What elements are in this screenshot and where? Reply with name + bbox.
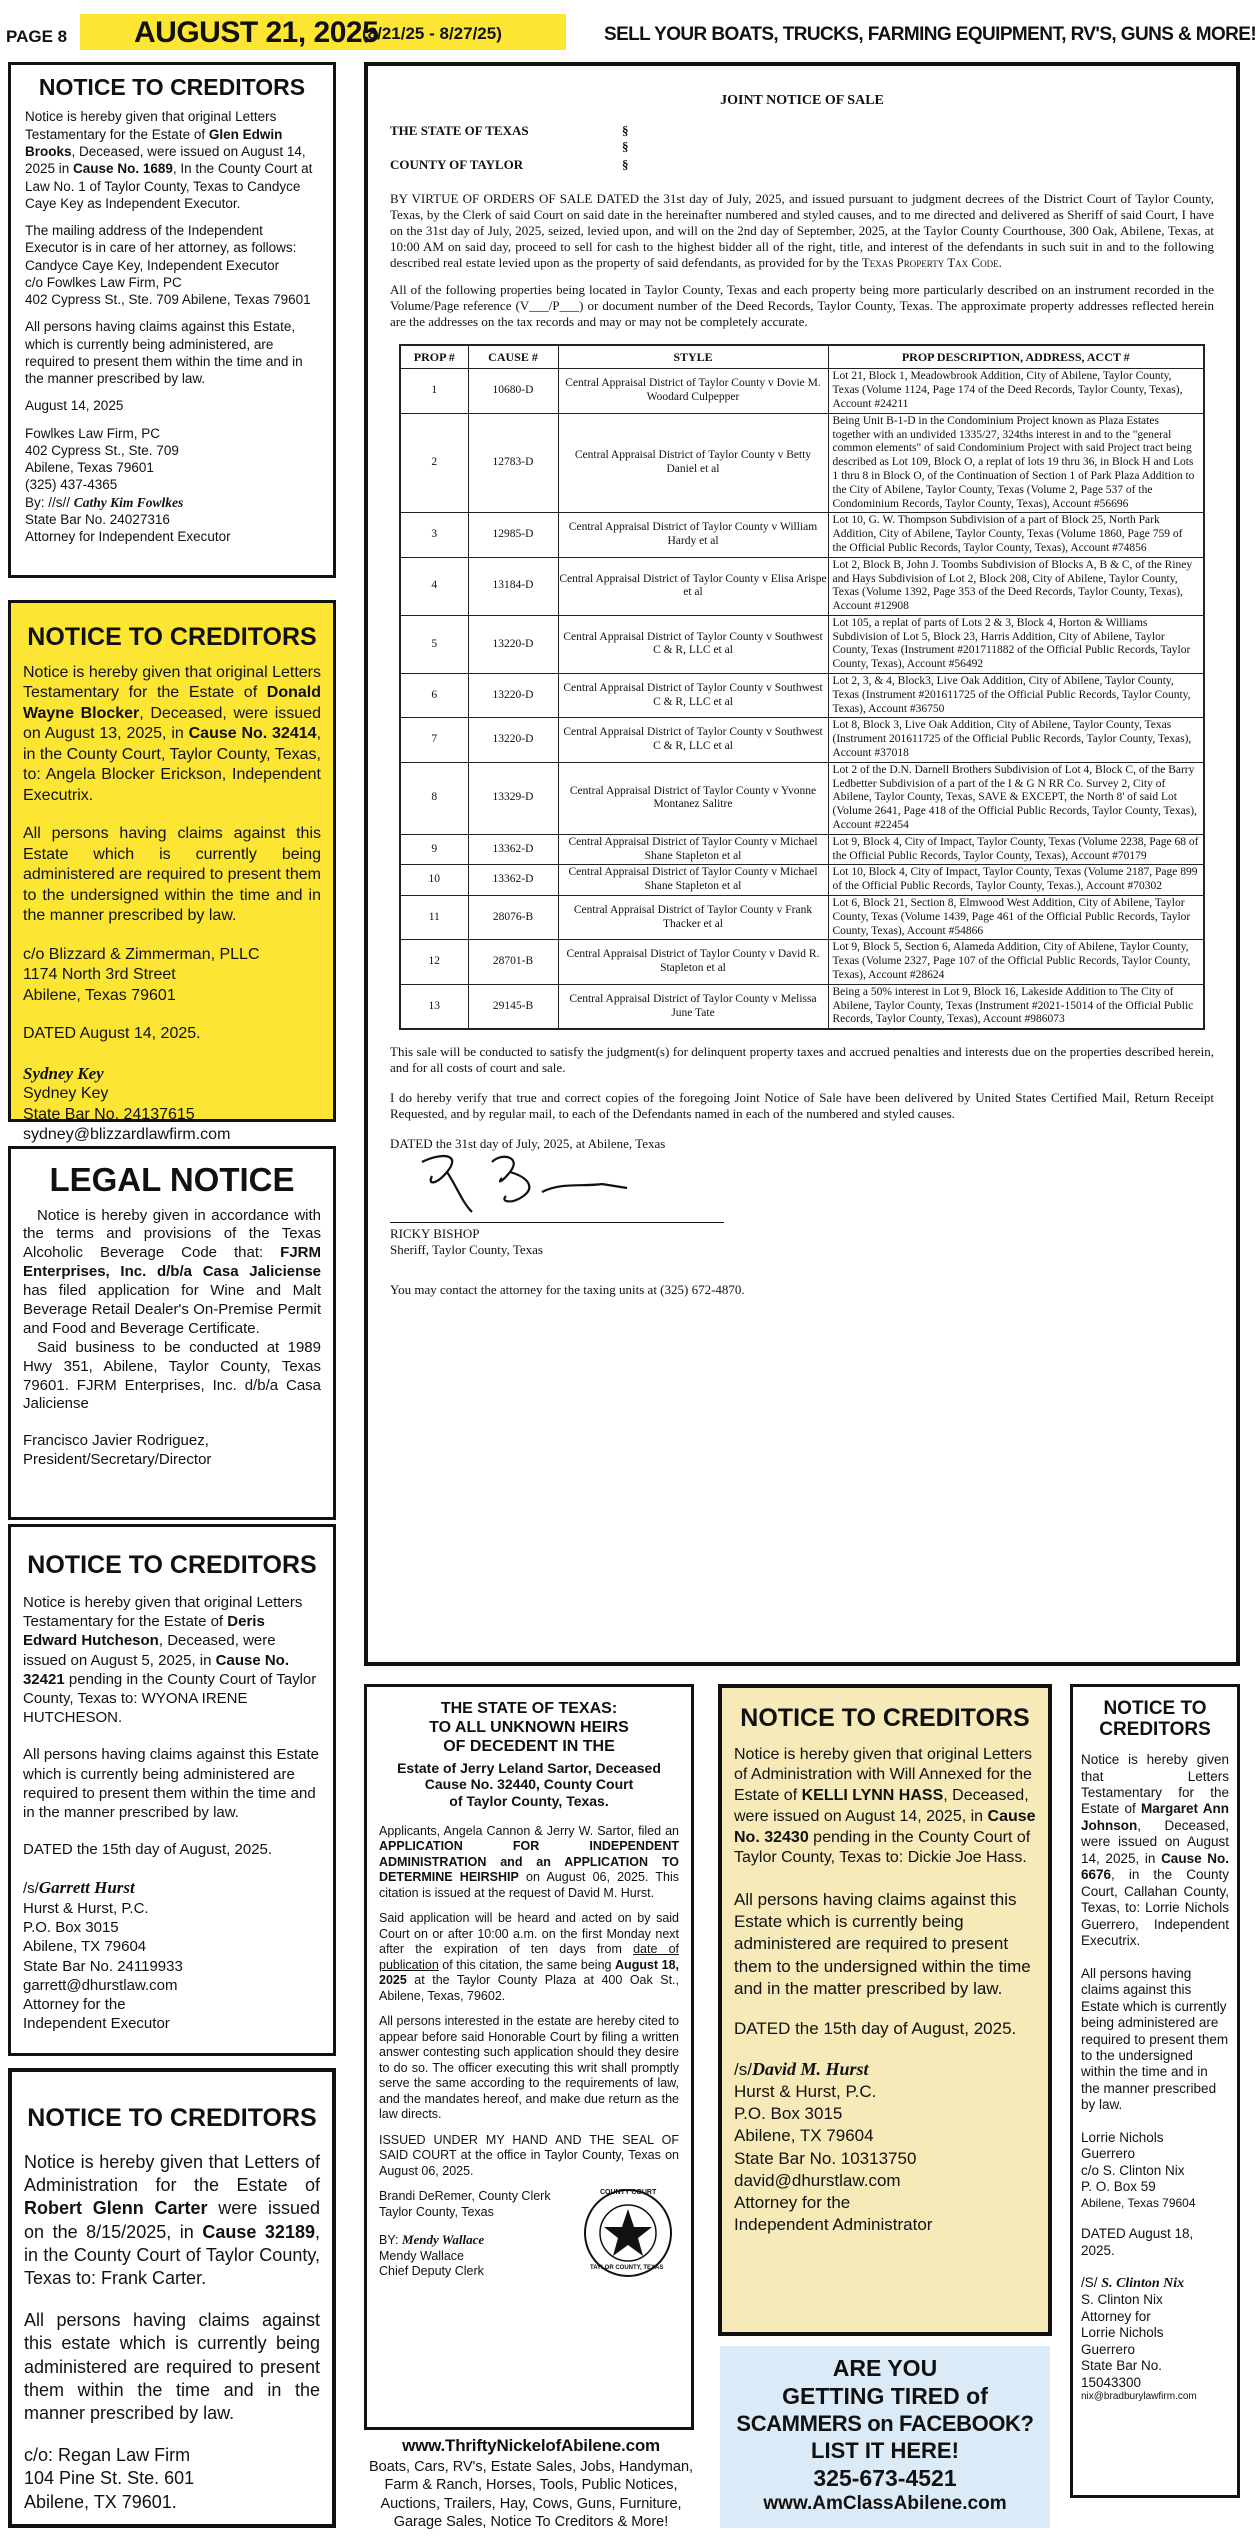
ad-line: GETTING TIRED of	[782, 2383, 988, 2410]
clerk-line: Taylor County, Texas	[379, 2204, 494, 2219]
citation-sub-line: Cause No. 32440, County Court	[424, 1776, 634, 1793]
cell-style: Central Appraisal District of Taylor County v William Hardy et al	[558, 513, 828, 557]
cell-desc: Being Unit B-1-D in the Condominium Project known as Plaza Estates together with an undivided 1335/27, 324ths interest in and to the "general common elements" of said Condominium Project with said Project tract being described as Lot 109, Block O, a replat of lots 19 thru 36, in Block H and Lots 1 thru 8 in Block O, of the Continuation of Section 1 of Park Plaza Addition to the City of Abilene, Taylor County, Texas (Volume 2, Page 537 of the Condominium Records, Taylor County, Texas), Account #56696	[828, 413, 1204, 513]
citation-title-line: THE STATE OF TEXAS:	[440, 1700, 618, 1717]
cell-cause: 13362-D	[468, 865, 558, 896]
cell-prop: 11	[400, 896, 468, 940]
caption-section: §	[622, 123, 629, 139]
address-line: Lorrie Nichols	[1081, 2129, 1164, 2145]
cell-style: Central Appraisal District of Taylor County v Southwest C & R, LLC et al	[558, 615, 828, 673]
attorney-line: State Bar No.	[1081, 2358, 1163, 2374]
cell-cause: 13220-D	[468, 674, 558, 718]
col-cause: CAUSE #	[468, 345, 558, 369]
signature: Mendy Wallace	[401, 2232, 485, 2248]
cell-style: Central Appraisal District of Taylor County v Elisa Arispe et al	[558, 557, 828, 615]
notice-title: NOTICE TO CREDITORS	[27, 2104, 317, 2132]
cell-cause: 13184-D	[468, 557, 558, 615]
address-line: P. O. Box 59	[1081, 2179, 1156, 2195]
address-line: c/o Blizzard & Zimmerman, PLLC	[23, 945, 260, 963]
attorney-line: Attorney for	[1081, 2308, 1151, 2324]
notice-body: The mailing address of the Independent Executor is in care of her attorney, as follows:	[25, 223, 297, 256]
col-desc: PROP DESCRIPTION, ADDRESS, ACCT #	[828, 345, 1204, 369]
notice-body: Notice is hereby given that Letters of Administration for the Estate of Robert Glenn Carter were issued on the 8/15/2025, in Cause 32189, in the County Court of Taylor County, Texas to: Frank Carter.	[24, 2151, 320, 2289]
sale-caption	[390, 123, 1214, 181]
firm-line: (325) 437-4365	[25, 477, 118, 493]
page-number: PAGE 8	[6, 27, 68, 46]
sale-intro: BY VIRTUE OF ORDERS OF SALE DATED the 31st day of July, 2025, and issued pursuant to judgment decrees of the District Court of Taylor County, Texas, by the Clerk of said Court on said date in the hereinafter numbered and styled causes, and to me directed and delivered as Sheriff of said Court, I have on the 31st day of July, 2025, seized, levied upon, and will on the 2nd day of September, 2025, at the Taylor County Courthouse, 300 Oak, Abilene, Texas, at 10:00 AM on said day, proceed to sell for cash to the highest bidder all of the right, title, and interest of the defendants in such suit in and to the following described real estate levied upon as the property of said defendants, as provided for by the Texas Property Tax Code.	[390, 191, 1214, 270]
table-row	[400, 615, 1204, 673]
signature-line: /s/Garrett Hurst	[23, 1878, 135, 1898]
signature-line: /s/David M. Hurst	[734, 2058, 869, 2079]
attorney-email: sydney@blizzardlawfirm.com	[23, 1126, 231, 1144]
notice-title-line: NOTICE TO	[1103, 1698, 1207, 1719]
table-row	[400, 513, 1204, 557]
cell-style: Central Appraisal District of Taylor County v Frank Thacker et al	[558, 896, 828, 940]
notice-body: All persons having claims against this Estate which is currently being administered are required to present them to the undersigned within the time and in the matter prescribed by law.	[734, 1890, 1031, 1998]
notice-body: Said business to be conducted at 1989 Hwy 351, Abilene, Taylor County, Texas 79601. FJRM Enterprises, Inc. d/b/a Casa Jaliciense	[23, 1338, 321, 1413]
citation-title	[379, 1699, 679, 1757]
notice-title-line: CREDITORS	[1099, 1718, 1211, 1740]
cell-desc: Lot 10, G. W. Thompson Subdivision of a part of Block 25, North Park Addition, City of Abilene, Taylor County, Texas (Volume 1860, Page 759 of the Official Public Records, Taylor County, Texas), Account #74856	[828, 513, 1204, 557]
cell-desc: Lot 9, Block 4, City of Impact, Taylor County, Texas (Volume 2238, Page 68 of the Official Public Records, Taylor County, Texas), Account #70179	[828, 834, 1204, 865]
notice-date: DATED August 18, 2025.	[1081, 2226, 1194, 2258]
address-line: Abilene, Texas 79604	[1081, 2195, 1196, 2210]
caption-county: COUNTY OF TAYLOR	[390, 157, 524, 173]
attorney-line: Hurst & Hurst, P.C.	[734, 2082, 877, 2102]
attorney-name: Sydney Key	[23, 1085, 109, 1103]
cell-style: Central Appraisal District of Taylor County v Southwest C & R, LLC et al	[558, 718, 828, 762]
notice-date: DATED August 14, 2025.	[23, 1025, 201, 1043]
firm-line: 402 Cypress St., Ste. 709	[25, 442, 179, 458]
col-style: STYLE	[558, 345, 828, 369]
table-row	[400, 413, 1204, 513]
notice-body: All persons having claims against this Estate, which is currently being administered, are required to present them within the time and in the manner prescribed by law.	[25, 319, 303, 387]
table-row	[400, 718, 1204, 762]
signature-block	[390, 1135, 1214, 1257]
address-line: c/o: Regan Law Firm	[24, 2444, 191, 2465]
attorney-line: Abilene, TX 79604	[23, 1938, 147, 1956]
joint-notice-of-sale	[364, 62, 1240, 1666]
cell-cause: 29145-B	[468, 984, 558, 1029]
cell-cause: 13329-D	[468, 762, 558, 834]
attorney-line: Independent Executor	[23, 2015, 170, 2033]
clerk-block	[379, 2189, 679, 2339]
citation-sub-line: Estate of Jerry Leland Sartor, Deceased	[397, 1759, 661, 1776]
signer-name: Francisco Javier Rodriguez,	[23, 1432, 209, 1450]
issue-date-range: (8/21/25 - 8/27/25)	[362, 24, 502, 43]
attorney-line: Hurst & Hurst, P.C.	[23, 1900, 149, 1917]
cell-prop: 10	[400, 865, 468, 896]
cell-style: Central Appraisal District of Taylor County v Betty Daniel et al	[558, 413, 828, 513]
legal-notice-box	[8, 1146, 336, 1520]
signature: Cathy Kim Fowlkes	[73, 494, 184, 510]
cell-desc: Lot 10, Block 4, City of Impact, Taylor County, Texas (Volume 2187, Page 899 of the Official Public Records, Taylor County, Texas.), Account #70302	[828, 865, 1204, 896]
cell-prop: 7	[400, 718, 468, 762]
cell-desc: Lot 6, Block 21, Section 8, Elmwood West Addition, City of Abilene, Taylor County, Texas (Volume 1439, Page 461 of the Official Public Records, Taylor County, Texas), Account #54866	[828, 896, 1204, 940]
notice-date: DATED the 15th day of August, 2025.	[23, 1841, 273, 1859]
cell-cause: 10680-D	[468, 369, 558, 413]
cell-desc: Lot 21, Block 1, Meadowbrook Addition, City of Abilene, Taylor County, Texas (Volume 1124, Page 174 of the Deed Records, Taylor County, Texas), Account #24211	[828, 369, 1204, 413]
cell-desc: Being a 50% interest in Lot 9, Block 16, Lakeside Addition to The City of Abilene, Taylor County, Texas (Instrument #2021-15014 of the Official Public Records, Taylor County, Texas), Account #986073	[828, 984, 1204, 1029]
deputy-line: Chief Deputy Clerk	[379, 2264, 484, 2279]
notice-body: All persons having claims against this Estate which is currently being administered are required to present them to the undersigned within the time and in the manner prescribed by law.	[1081, 1965, 1229, 2113]
notice-to-creditors-brooks	[8, 62, 336, 578]
deputy-line: Mendy Wallace	[379, 2248, 464, 2263]
cell-desc: Lot 2, 3, & 4, Block3, Live Oak Addition, City of Abilene, Taylor County, Texas (Instrument #201611725 of the Official Public Records, Taylor County, Texas), Account #36750	[828, 674, 1204, 718]
attorney-line: State Bar No. 24119933	[23, 1957, 183, 1975]
cell-prop: 9	[400, 834, 468, 865]
notice-to-creditors-carter	[8, 2068, 336, 2528]
ad-line: ARE YOU	[832, 2355, 938, 2381]
attorney-line: Attorney for the	[734, 2192, 851, 2212]
notice-to-creditors-hutcheson	[8, 1524, 336, 2056]
table-row	[400, 762, 1204, 834]
cell-desc: Lot 2, Block B, John J. Toombs Subdivision of Blocks A, B & C, of the Riney and Hays Subdivision of Lot 2, Block 208, City of Abilene, Taylor County, Texas (Volume 1392, Page 353 of the Deed Records, Taylor County, Texas), Account #12908	[828, 557, 1204, 615]
table-row	[400, 557, 1204, 615]
seal-top-text: COUNTY COURT	[600, 2189, 657, 2197]
signer-title: President/Secretary/Director	[23, 1451, 212, 1469]
sale-table	[399, 344, 1205, 1030]
clerk-line: Brandi DeRemer, County Clerk	[379, 2189, 551, 2204]
citation-subtitle	[379, 1760, 679, 1810]
sheriff-signature	[402, 1142, 642, 1222]
notice-body: Notice is hereby given that original Letters of Administration with Will Annexed for the Estate of KELLI LYNN HASS, Deceased, were issued on August 14, 2025, in Cause No. 32430 pending in the County Court of Taylor County, Texas to: Dickie Joe Hass.	[734, 1745, 1036, 1867]
sale-purpose: This sale will be conducted to satisfy the judgment(s) for delinquent property taxes and accrued penalties and interests due on the properties described herein, and for all costs of court and sale.	[390, 1044, 1214, 1076]
notice-to-creditors-johnson	[1070, 1684, 1240, 2498]
signature: David M. Hurst	[751, 2058, 869, 2079]
address-line: 1174 North 3rd Street	[23, 966, 176, 984]
address-line: Abilene, TX 79601.	[24, 2491, 177, 2512]
notice-title	[1081, 1699, 1229, 1740]
sale-verification: I do hereby verify that true and correct copies of the foregoing Joint Notice of Sale have been delivered by United States Certified Mail, Return Receipt Requested, and by regular mail, to each of the Defendants named in each of the numbered and styled causes.	[390, 1089, 1214, 1121]
caption-section: §	[622, 139, 629, 155]
promo-text: Boats, Cars, RV's, Estate Sales, Jobs, Handyman, Farm & Ranch, Horses, Tools, Public Notices, Auctions, Trailers, Hay, Cows, Guns, Furniture, Garage Sales, Notice To Creditors & More!	[368, 2459, 694, 2530]
attorney-line: Attorney for the	[23, 1995, 126, 2013]
issue-date: AUGUST 21, 2025	[134, 16, 379, 49]
table-row	[400, 834, 1204, 865]
cell-desc: Lot 8, Block 3, Live Oak Addition, City of Abilene, Taylor County, Texas (Instrument 201611725 of the Official Public Records, Taylor County, Texas), Account #37018	[828, 718, 1204, 762]
attorney-line: S. Clinton Nix	[1081, 2292, 1163, 2308]
cell-style: Central Appraisal District of Taylor County v David R. Stapleton et al	[558, 940, 828, 984]
firm-line: Abilene, Texas 79601	[25, 460, 154, 476]
cell-style: Central Appraisal District of Taylor County v Dovie M. Woodard Culpepper	[558, 369, 828, 413]
notice-body: Notice is hereby given that original Letters Testamentary for the Estate of Glen Edwin Brooks, Deceased, were issued on August 14, 2025 in Cause No. 1689, In the County Court at Law No. 1 of Taylor County, Texas to Candyce Caye Key as Independent Executor.	[25, 109, 313, 211]
signature: Sydney Key	[23, 1063, 104, 1083]
caption-state: THE STATE OF TEXAS	[390, 123, 529, 139]
attorney-line: Lorrie Nichols	[1081, 2325, 1164, 2341]
citation-title-line: TO ALL UNKNOWN HEIRS	[429, 1719, 629, 1737]
notice-body: Notice is hereby given that original Letters Testamentary for the Estate of Donald Wayne Blocker, Deceased, were issued on August 13, 2025, in Cause No. 32414, in the County Court, Taylor County, Texas, to: Angela Blocker Erickson, Independent Executrix.	[23, 664, 322, 804]
seal-star-icon	[586, 2191, 670, 2275]
cell-prop: 13	[400, 984, 468, 1029]
cell-desc: Lot 9, Block 5, Section 6, Alameda Addition, City of Abilene, Taylor County, Texas (Volume 2327, Page 107 of the Official Public Records, Taylor County, Texas), Account #28624	[828, 940, 1204, 984]
notice-to-creditors-blocker	[8, 600, 336, 1144]
cell-style: Central Appraisal District of Taylor County v Southwest C & R, LLC et al	[558, 674, 828, 718]
col-prop: PROP #	[400, 345, 468, 369]
notice-to-creditors-hass	[718, 1684, 1052, 2336]
signature-line: By: //s// Cathy Kim Fowlkes	[25, 494, 184, 510]
cell-cause: 13362-D	[468, 834, 558, 865]
sale-properties-intro: All of the following properties being located in Taylor County, Texas and each property being more particularly described on an instrument recorded in the Volume/Page reference (V___/P___) or document number of the Deed Records, Taylor County, Texas. The approximate property addresses reflected herein are the addresses on the tax records and may or may not be completely accurate.	[390, 282, 1214, 330]
notice-body: Notice is hereby given that Letters Testamentary for the Estate of Margaret Ann Johnson, Deceased, were issued on August 14, 2025, in Cause No. 6676, in the County Court, Callahan County, Texas, to: Lorrie Nichols Guerrero, Independent Executrix.	[1081, 1752, 1229, 1949]
notice-body: All persons having claims against this Estate which is currently being administered are required to present them within the time and in the manner prescribed by law.	[23, 1746, 319, 1821]
notice-title: NOTICE TO CREDITORS	[27, 623, 317, 651]
cell-style: Central Appraisal District of Taylor County v Yvonne Montanez Salitre	[558, 762, 828, 834]
attorney-line: garrett@dhurstlaw.com	[23, 1976, 178, 1994]
attorney-role: Attorney for Independent Executor	[25, 529, 231, 545]
cell-prop: 12	[400, 940, 468, 984]
attorney-line: P.O. Box 3015	[734, 2104, 843, 2124]
notice-date: DATED the 15th day of August, 2025.	[734, 2018, 1017, 2038]
cell-prop: 3	[400, 513, 468, 557]
attorney-line: P.O. Box 3015	[23, 1919, 119, 1937]
ad-line: SCAMMERS on FACEBOOK?	[736, 2411, 1034, 2437]
table-row	[400, 940, 1204, 984]
address-line: Candyce Caye Key, Independent Executor	[25, 257, 280, 273]
cell-cause: 12985-D	[468, 513, 558, 557]
notice-body: Notice is hereby given that original Letters Testamentary for the Estate of Deris Edward Hutcheson, Deceased, were issued on August 5, 2025, in Cause No. 32421 pending in the County Court of Taylor County, Texas to: WYONA IRENE HUTCHESON.	[23, 1594, 317, 1727]
cell-cause: 12783-D	[468, 413, 558, 513]
ad-line: LIST IT HERE!	[811, 2437, 959, 2463]
caption-section: §	[622, 157, 629, 173]
table-row	[400, 896, 1204, 940]
citation-sub-line: of Taylor County, Texas.	[449, 1793, 609, 1810]
attorney-line: 15043300	[1081, 2374, 1142, 2390]
cell-prop: 8	[400, 762, 468, 834]
attorney-line: Guerrero	[1081, 2341, 1136, 2357]
bar-number: State Bar No. 24027316	[25, 512, 170, 528]
notice-title: NOTICE TO CREDITORS	[27, 1551, 317, 1579]
cell-cause: 13220-D	[468, 615, 558, 673]
sale-contact: You may contact the attorney for the taxing units at (325) 672-4870.	[390, 1281, 745, 1297]
cell-prop: 4	[400, 557, 468, 615]
cell-style: Central Appraisal District of Taylor County v Michael Shane Stapleton et al	[558, 834, 828, 865]
dated-line: DATED the 31st day of July, 2025, at Abilene, Texas	[390, 1135, 666, 1151]
attorney-line: Independent Administrator	[734, 2214, 933, 2234]
cell-cause: 28701-B	[468, 940, 558, 984]
cell-prop: 1	[400, 369, 468, 413]
cell-desc: Lot 105, a replat of parts of Lots 2 & 3, Block 4, Horton & Williams Subdivision of Lot 5, Block 23, Harris Addition, City of Abilene, Taylor County, Texas (Instrument #201711882 of the Official Public Records, Taylor County, Texas), Account #56492	[828, 615, 1204, 673]
county-seal	[584, 2189, 672, 2277]
deputy-signature-line: BY: Mendy Wallace	[379, 2232, 485, 2248]
citation-sartor-estate	[364, 1684, 694, 2430]
ad-phone[interactable]: 325-673-4521	[813, 2465, 957, 2492]
legal-notice-title: LEGAL NOTICE	[49, 1161, 295, 1198]
scam-ad	[720, 2346, 1050, 2528]
sale-table-body	[400, 369, 1204, 1029]
bar-number: State Bar No. 24137615	[23, 1105, 195, 1123]
citation-body: Applicants, Angela Cannon & Jerry W. Sartor, filed an APPLICATION FOR INDEPENDENT ADMINISTRATION and an APPLICATION TO DETERMINE HEIRSHIP on August 06, 2025. This citation is issued at the request of David M. Hurst.	[379, 1823, 679, 1900]
promo-url[interactable]: www.ThriftyNickelofAbilene.com	[402, 2436, 660, 2455]
address-line: Guerrero	[1081, 2146, 1136, 2162]
cell-style: Central Appraisal District of Taylor County v Michael Shane Stapleton et al	[558, 865, 828, 896]
table-row	[400, 865, 1204, 896]
cell-cause: 28076-B	[468, 896, 558, 940]
attorney-line: david@dhurstlaw.com	[734, 2170, 901, 2190]
address-line: c/o Fowlkes Law Firm, PC	[25, 274, 182, 290]
sheriff-name: RICKY BISHOP	[390, 1225, 480, 1241]
table-header-row	[400, 345, 1204, 369]
table-row	[400, 369, 1204, 413]
cell-desc: Lot 2 of the D.N. Darnell Brothers Subdivision of Lot 4, Block C, of the Barry Ledbetter Subdivision of a part of the I & G N RR Co. Survey 2, City of Abilene, Taylor County, Texas, SAVE & EXCEPT, the North 8' of said Lot (Volume 2641, Page 418 of the Official Public Records, Taylor County, Texas), Account #22454	[828, 762, 1204, 834]
seal-bottom-text: TAYLOR COUNTY, TEXAS	[590, 2265, 664, 2272]
address-line: c/o S. Clinton Nix	[1081, 2162, 1185, 2178]
citation-body: ISSUED UNDER MY HAND AND THE SEAL OF SAID COURT at the office in Taylor County, Texas on August 06, 2025.	[379, 2132, 679, 2178]
attorney-line: Abilene, TX 79604	[734, 2126, 874, 2146]
attorney-line: State Bar No. 10313750	[734, 2148, 917, 2168]
header-tagline: SELL YOUR BOATS, TRUCKS, FARMING EQUIPMENT, RV'S, GUNS & MORE!	[604, 24, 1256, 45]
citation-body: Said application will be heard and acted on by said Court on or after 10:00 a.m. on the first Monday next after the expiration of ten days from date of publication of this citation, the same being August 18, 2025 at the Taylor County Plaza at 400 Oak St., Abilene, Texas, 79602.	[379, 1911, 679, 2003]
signature-line: /S/ S. Clinton Nix	[1081, 2275, 1185, 2292]
notice-title: NOTICE TO CREDITORS	[740, 1704, 1030, 1732]
address-line: Abilene, Texas 79601	[23, 986, 176, 1004]
notice-title: NOTICE TO CREDITORS	[38, 74, 306, 100]
citation-title-line: OF DECEDENT IN THE	[443, 1738, 615, 1756]
notice-date: August 14, 2025	[25, 398, 124, 414]
signature-rule	[390, 1222, 724, 1223]
notice-body: All persons having claims against this estate which is currently being administered are required to present them within the time and in the manner prescribed by law.	[24, 2309, 320, 2424]
table-row	[400, 984, 1204, 1029]
cell-prop: 6	[400, 674, 468, 718]
cell-prop: 2	[400, 413, 468, 513]
firm-line: Fowlkes Law Firm, PC	[25, 425, 161, 441]
citation-body: All persons interested in the estate are hereby cited to appear before said Honorable Court by filing a written answer contesting such application should they desire to do so. The officer executing this writ shall promptly serve the same according to the requirements of law, and the mandates hereof, and make due return as the law directs.	[379, 2014, 679, 2122]
cell-style: Central Appraisal District of Taylor County v Melissa June Tate	[558, 984, 828, 1029]
signature: S. Clinton Nix	[1101, 2276, 1185, 2292]
address-line: 104 Pine St. Ste. 601	[24, 2468, 195, 2489]
ad-url[interactable]: www.AmClassAbilene.com	[763, 2493, 1007, 2515]
sale-title: JOINT NOTICE OF SALE	[720, 93, 884, 108]
sheriff-title: Sheriff, Taylor County, Texas	[390, 1241, 543, 1257]
signature: Garrett Hurst	[38, 1878, 135, 1898]
cell-prop: 5	[400, 615, 468, 673]
table-row	[400, 674, 1204, 718]
address-line: 402 Cypress St., Ste. 709 Abilene, Texas 79601	[25, 292, 311, 308]
cell-cause: 13220-D	[468, 718, 558, 762]
notice-body: Notice is hereby given in accordance with the terms and provisions of the Texas Alcoholic Beverage Code that: FJRM Enterprises, Inc. d/b/a Casa Jaliciense has filed application for Wine and Malt Beverage Retail Dealer's On-Premise Permit and Food and Beverage Certificate.	[23, 1206, 321, 1337]
attorney-email: nix@bradburylawfirm.com	[1081, 2391, 1197, 2403]
notice-body: All persons having claims against this Estate which is currently being administered are required to present them to the undersigned within the time and in the manner prescribed by law.	[23, 825, 321, 925]
